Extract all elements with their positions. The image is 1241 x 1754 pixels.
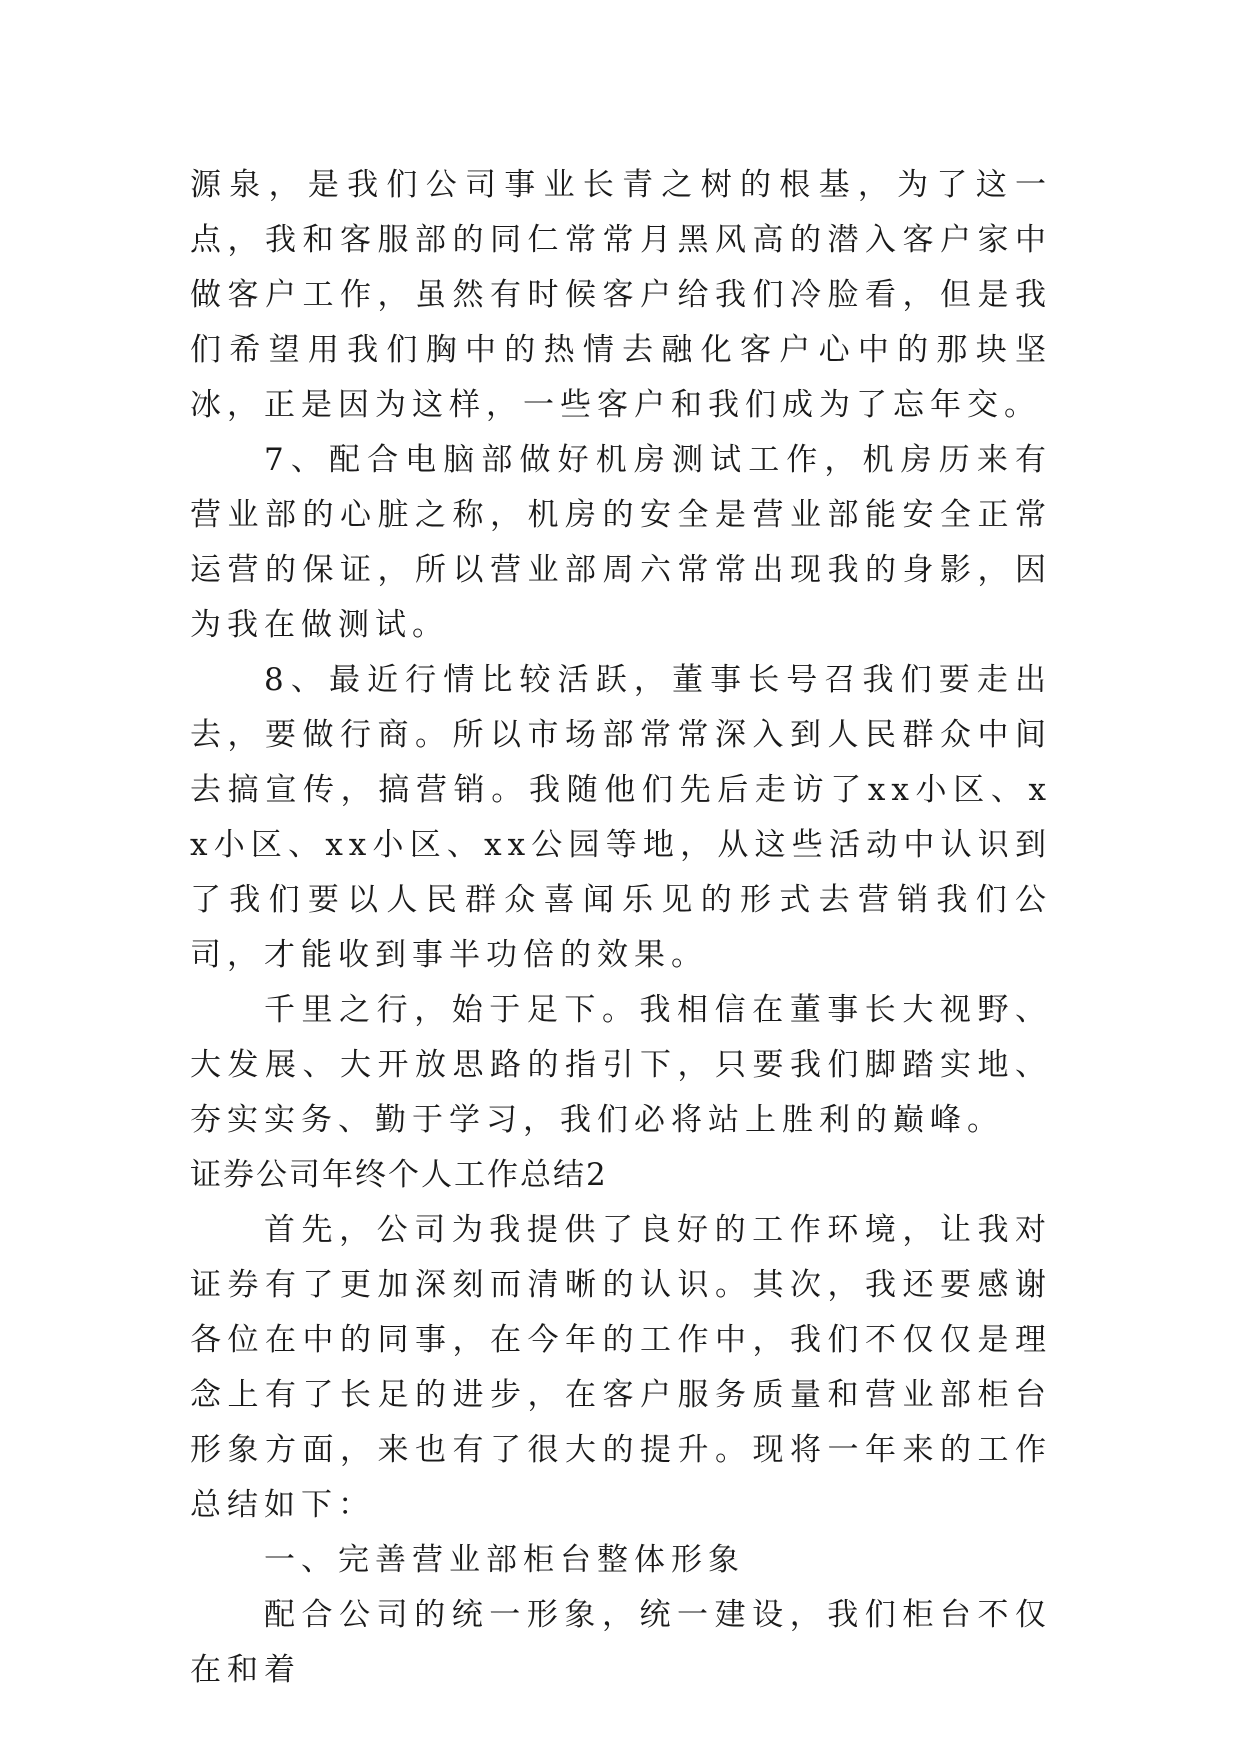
paragraph-last: 配合公司的统一形象，统一建设，我们柜台不仅在和着 bbox=[190, 1597, 1052, 1688]
subheading-one: 一、完善营业部柜台整体形象 bbox=[264, 1542, 745, 1578]
paragraph-closing: 千里之行，始于足下。我相信在董事长大视野、大发展、大开放思路的指引下，只要我们脚踏实地、夯实实务、勤于学习，我们必将站上胜利的巅峰。 bbox=[190, 992, 1052, 1138]
paragraph-continuation: 源泉，是我们公司事业长青之树的根基，为了这一点，我和客服部的同仁常常月黑风高的潜入客户家中做客户工作，虽然有时候客户给我们冷脸看，但是我们希望用我们胸中的热情去融化客户心中的那块坚冰，正是因为这样，一些客户和我们成为了忘年交。 bbox=[190, 167, 1052, 423]
paragraph-intro: 首先，公司为我提供了良好的工作环境，让我对证券有了更加深刻而清晰的认识。其次，我还要感谢各位在中的同事，在今年的工作中，我们不仅仅是理念上有了长足的进步，在客户服务质量和营业部柜台形象方面，来也有了很大的提升。现将一年来的工作总结如下： bbox=[190, 1212, 1052, 1523]
section-title: 证券公司年终个人工作总结2 bbox=[190, 1157, 608, 1193]
paragraph-item-7: 7、配合电脑部做好机房测试工作，机房历来有营业部的心脏之称，机房的安全是营业部能安全正常运营的保证，所以营业部周六常常出现我的身影，因为我在做测试。 bbox=[190, 442, 1052, 643]
paragraph-item-8: 8、最近行情比较活跃，董事长号召我们要走出去，要做行商。所以市场部常常深入到人民群众中间去搞宣传，搞营销。我随他们先后走访了xx小区、xx小区、xx小区、xx公园等地，从这些活动中认识到了我们要以人民群众喜闻乐见的形式去营销我们公司，才能收到事半功倍的效果。 bbox=[190, 662, 1052, 973]
document-body bbox=[190, 158, 1052, 1698]
